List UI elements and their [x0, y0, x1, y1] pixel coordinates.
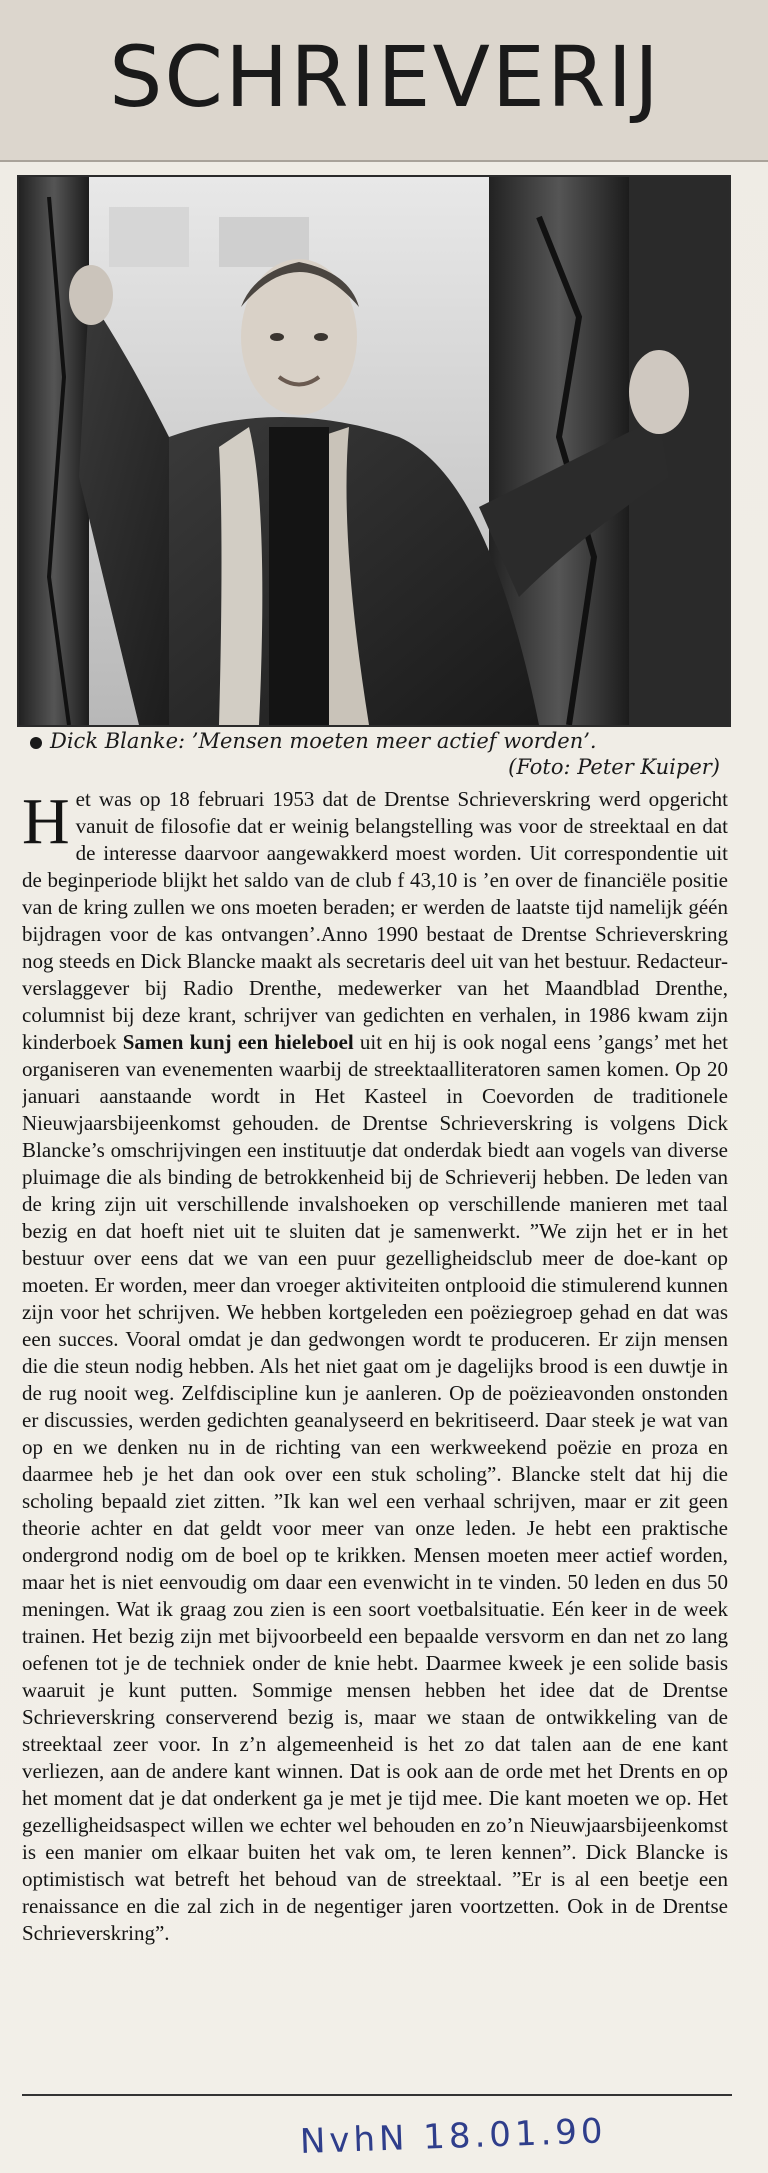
- article-dropcap: H: [22, 786, 70, 858]
- caption-text: Dick Blanke: ’Mensen moeten meer actief worden’.: [50, 729, 597, 753]
- article-photo: [17, 175, 731, 727]
- masthead-title: SCHRIEVERIJ: [109, 28, 661, 126]
- photo-credit: (Foto: Peter Kuiper): [508, 755, 720, 779]
- handwritten-source-date: NvhN 18.01.90: [299, 2111, 608, 2162]
- photo-caption: [30, 728, 730, 780]
- article-paragraph-1: et was op 18 februari 1953 dat de Drentse Schrieverskring werd opgericht vanuit de filosofie dat er weinig belangstelling was voor de streektaal en dat de interesse daarvoor aangewakkerd moest worden. Uit correspondentie uit de beginperiode blijkt het saldo van de club f 43,10 is ’en over de financiële positie van de kring zullen we ons moeten beraden; er werden de laatste tijd namelijk géén bijdragen voor de kas ontvangen’.Anno 1990 bestaat de Drentse Schrieverskring nog steeds en Dick Blancke maakt als secretaris deel uit van het bestuur. Redacteur-verslaggever bij Radio Drenthe, medewerker van het Maandblad Drenthe, columnist bij deze krant, schrijver van gedichten en verhalen, in 1986 kwam zijn kinderboek: [22, 787, 728, 1054]
- footer-divider: [22, 2094, 732, 2096]
- article-body: [22, 786, 728, 2091]
- photo-illustration: [19, 177, 729, 725]
- header-band: [0, 0, 768, 162]
- caption-bullet-icon: [30, 737, 42, 749]
- article-book-title: Samen kunj een hieleboel: [122, 1030, 354, 1054]
- article-paragraph-2: uit en hij is ook nogal eens ’gangs’ met het organiseren van evenementen waarbij de streektaalliteratoren samen komen. Op 20 januari aanstaande wordt in Het Kasteel in Coevorden de traditionele Nieuwjaarsbijeenkomst gehouden. de Drentse Schrieverskring is volgens Dick Blancke’s omschrijvingen een instituutje dat onderdak biedt aan vogels van diverse pluimage die als binding de betrokkenheid bij de Schrieverij hebben. De leden van de kring zijn uit verschillende invalshoeken op verschillende manieren met taal bezig en dat hoeft niet uit te sluiten dat je samenwerkt. ”We zijn het er in het bestuur over eens dat we van een puur gezelligheidsclub meer de doe-kant op moeten. Er worden, meer dan vroeger aktiviteiten ontplooid die stimulerend kunnen zijn voor het schrijven. We hebben kortgeleden een poëziegroep gehad en dat was een succes. Vooral omdat je dan gedwongen wordt te produceren. Er zijn mensen die die steun nodig hebben. Als het niet gaat om je dagelijks brood is een duwtje in de rug nooit weg. Zelfdiscipline kun je aanleren. Op de poëzieavonden onstonden er discussies, werden gedichten geanalyseerd en bekritiseerd. Daar steek je wat van op en we denken nu in de richting van een werkweekend poëzie en proza en daarmee heb je het dan ook over een stuk scholing”. Blancke stelt dat hij die scholing bepaald ziet zitten. ”Ik kan wel een verhaal schrijven, maar er zit geen theorie achter en dat geldt voor meer van onze leden. Je hebt een praktische ondergrond nodig om de boel op te krikken. Mensen moeten meer actief worden, maar het is niet eenvoudig om daar een evenwicht in te vinden. 50 leden en dus 50 meningen. Wat ik graag zou zien is een soort voetbalsituatie. Eén keer in de week trainen. Het bezig zijn met bijvoorbeeld een bepaalde versvorm en dan net zo lang oefenen tot je de techniek onder de knie hebt. Daarmee kweek je een solide basis waaruit je kunt putten. Sommige mensen hebben het idee dat de Drentse Schrieverskring conserverend bezig is, maar we staan de ontwikkeling van de streektaal zeer voor. In z’n algemeenheid is het zo dat talen aan de ene kant verliezen, aan de andere kant winnen. Dat is ook aan de orde met het Drents en op het moment dat je dat onderkent ga je met je tijd mee. Die kant moeten we op. Het gezelligheidsaspect willen we echter wel behouden en zo’n Nieuwjaarsbijeenkomst is een manier om elkaar buiten het vak om, te leren kennen”. Dick Blancke is optimistisch wat betreft het behoud van de streektaal. ”Er is al een beetje een renaissance en die zal zich in de negentiger jaren voortzetten. Ook in de Drentse Schrieverskring”.: [22, 1030, 728, 1945]
